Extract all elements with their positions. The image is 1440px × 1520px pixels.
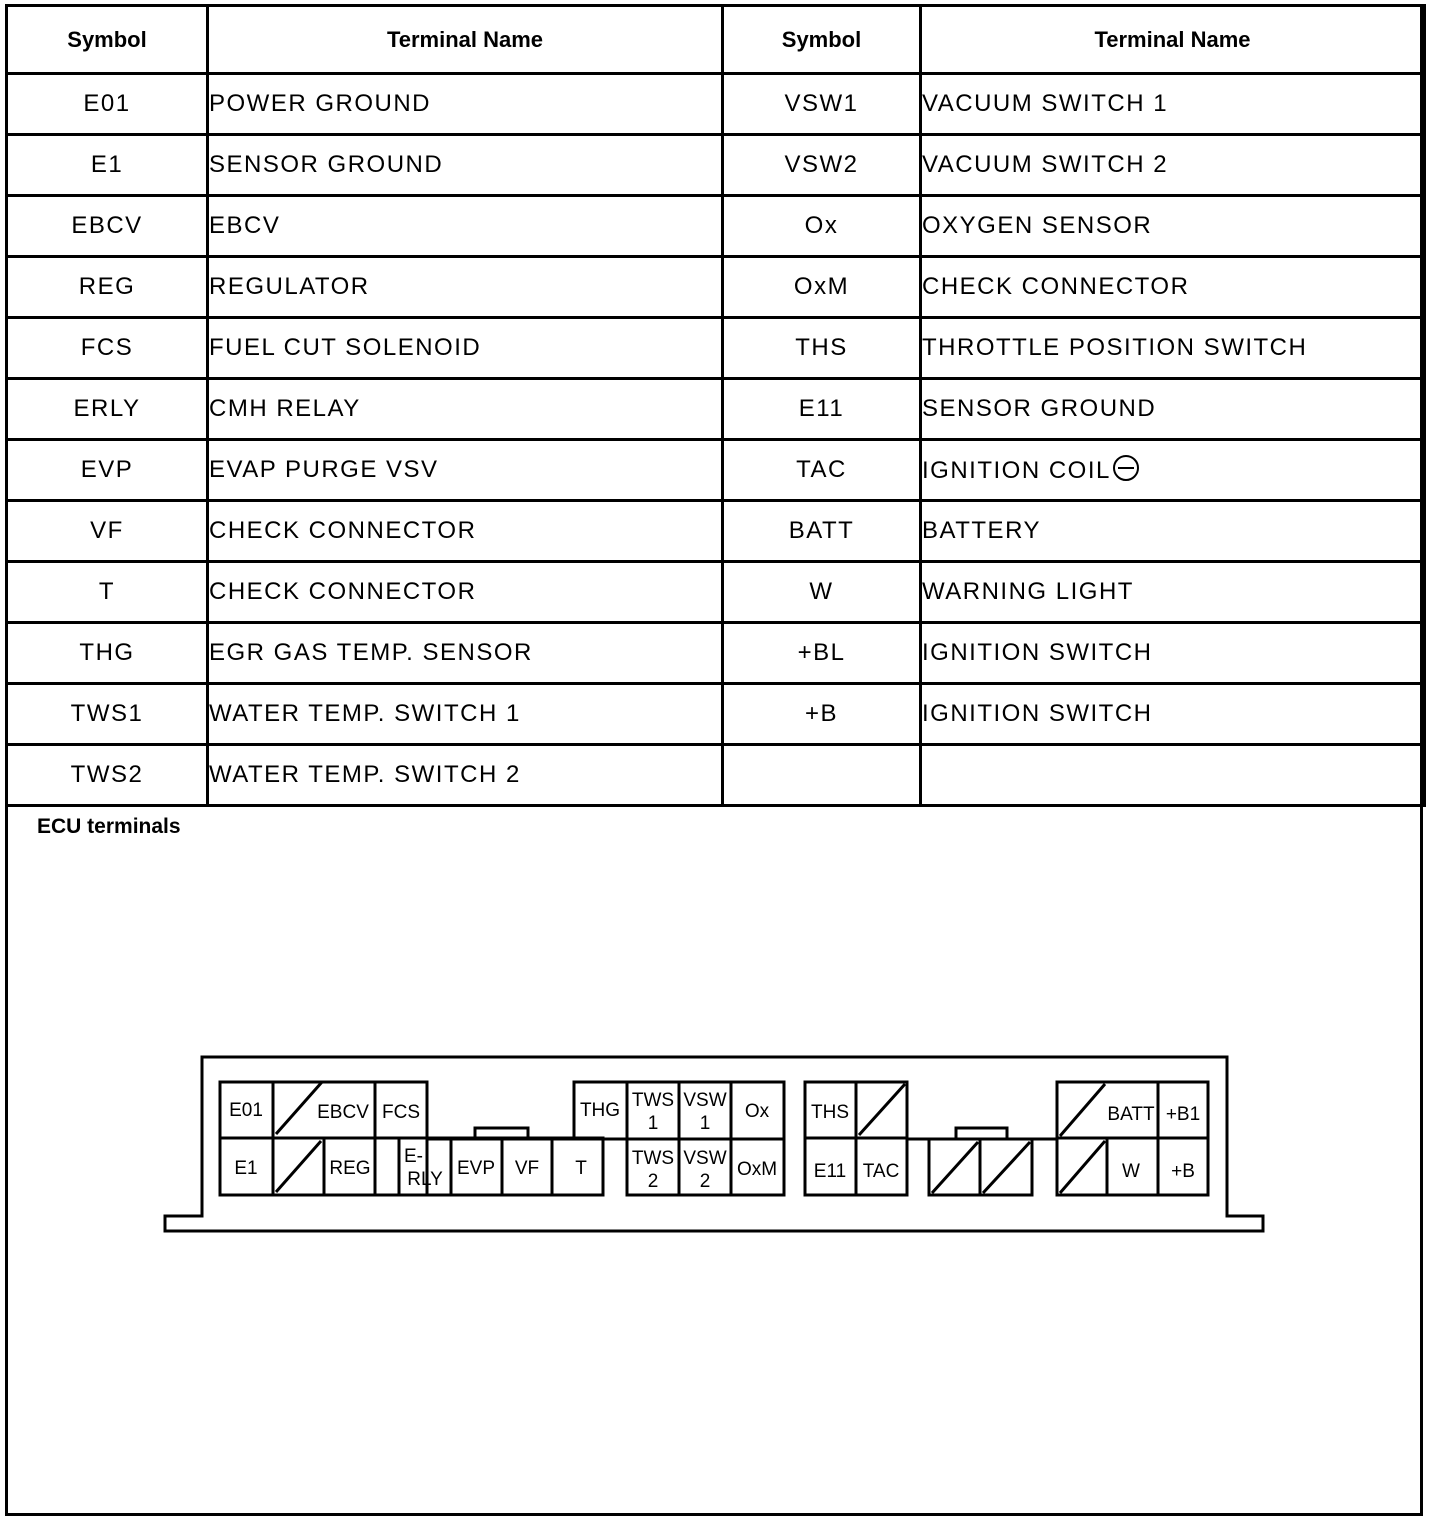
terminal-name-cell-text: CHECK CONNECTOR [209,578,477,605]
pin-reg: REG [329,1158,371,1179]
negative-terminal-icon [1113,455,1139,481]
pin-tws2-line1: TWS [631,1148,675,1169]
symbol-cell [723,745,921,806]
terminal-name-cell-text: CHECK CONNECTOR [922,273,1190,300]
terminal-name-cell [921,501,1425,562]
terminal-name-cell-text: FUEL CUT SOLENOID [209,334,482,361]
pin-ebcv: EBCV [317,1102,369,1123]
terminal-name-cell-text: CMH RELAY [209,395,361,422]
pin-e01: E01 [229,1100,263,1121]
terminal-name-cell [921,74,1425,135]
terminal-table-body [7,74,1425,806]
terminal-name-cell [208,135,723,196]
symbol-cell-text: FCS [80,334,134,361]
terminal-name-cell-text: EGR GAS TEMP. SENSOR [209,639,533,666]
table-row [7,745,1425,806]
table-row [7,684,1425,745]
symbol-cell-text: +BL [797,639,846,666]
table-row [7,135,1425,196]
symbol-cell-text: EBCV [71,212,143,239]
symbol-cell-text: TWS1 [70,700,144,727]
locking-tab-right [956,1128,1007,1139]
terminal-name-cell [208,684,723,745]
table-row [7,318,1425,379]
symbol-cell [7,318,208,379]
pin-tac: TAC [862,1161,900,1182]
ecu-terminals-caption: ECU terminals [37,815,181,838]
symbol-cell [7,501,208,562]
terminal-name-cell [208,562,723,623]
terminal-name-cell [208,501,723,562]
pin-e1: E1 [234,1158,258,1179]
pin-oxm: OxM [736,1159,778,1180]
terminal-name-cell-text: WATER TEMP. SWITCH 1 [209,700,521,727]
terminal-name-cell-text: BATTERY [922,517,1041,544]
ecu-connector-diagram [0,1040,1440,1250]
symbol-cell [7,623,208,684]
terminal-name-cell [208,257,723,318]
symbol-cell [723,318,921,379]
terminal-name-cell-text: SENSOR GROUND [209,151,444,178]
terminal-name-cell [921,318,1425,379]
terminal-name-cell-text: OXYGEN SENSOR [922,212,1153,239]
terminal-name-cell-text: CHECK CONNECTOR [209,517,477,544]
symbol-cell [7,684,208,745]
terminal-name-cell [921,623,1425,684]
symbol-cell [7,562,208,623]
terminal-name-cell-text: SENSOR GROUND [922,395,1157,422]
terminal-table [5,4,1426,807]
terminal-name-cell [921,562,1425,623]
terminal-name-cell-text: IGNITION SWITCH [922,639,1153,666]
symbol-cell-text: OxM [793,273,850,300]
symbol-cell-text: E01 [83,90,131,117]
terminal-name-cell [921,745,1425,806]
symbol-cell-text: TAC [796,456,847,483]
symbol-cell [723,562,921,623]
terminal-name-cell-text: VACUUM SWITCH 1 [922,90,1169,117]
terminal-name-cell [921,135,1425,196]
pin-batt: BATT [1107,1104,1155,1125]
symbol-cell-text: BATT [788,517,855,544]
pin-tws2-line2: 2 [647,1171,659,1192]
table-row [7,501,1425,562]
pin-vsw1-line2: 1 [699,1113,711,1134]
symbol-cell [7,135,208,196]
symbol-cell [723,684,921,745]
terminal-name-cell [208,745,723,806]
symbol-cell [723,440,921,501]
pin-erly-line2: RLY [407,1169,443,1190]
symbol-cell [723,74,921,135]
pin-b1: +B1 [1165,1104,1201,1125]
table-row [7,379,1425,440]
terminal-name-cell [921,257,1425,318]
terminal-name-cell [208,74,723,135]
terminal-name-cell-text: EVAP PURGE VSV [209,456,439,483]
symbol-cell [723,135,921,196]
pin-tws1-line2: 1 [647,1113,659,1134]
pin-tws1-line1: TWS [631,1090,675,1111]
table-row [7,257,1425,318]
symbol-cell-text: REG [78,273,136,300]
terminal-name-cell [208,318,723,379]
pin-t: T [575,1158,587,1179]
table-row [7,562,1425,623]
symbol-cell [7,257,208,318]
terminal-name-cell-text: EBCV [209,212,281,239]
symbol-cell [7,745,208,806]
terminal-name-header: Terminal Name [208,6,723,74]
pin-vsw2-line1: VSW [683,1148,727,1169]
symbol-cell [7,196,208,257]
symbol-cell-text: EVP [80,456,134,483]
symbol-header: Symbol [7,6,208,74]
terminal-name-cell [208,440,723,501]
symbol-cell-text: VSW1 [784,90,859,117]
table-row [7,623,1425,684]
pin-e11: E11 [813,1161,847,1182]
terminal-name-cell-text: IGNITION COIL [922,457,1111,484]
block-e [929,1139,1032,1195]
table-row [7,196,1425,257]
pin-thg: THG [579,1100,621,1121]
symbol-cell-text: +B [804,700,839,727]
terminal-name-cell [208,623,723,684]
symbol-cell [723,623,921,684]
terminal-name-cell [921,684,1425,745]
terminal-name-cell-text: POWER GROUND [209,90,431,117]
symbol-cell-text: THS [795,334,848,361]
symbol-cell [7,379,208,440]
terminal-name-cell [921,196,1425,257]
table-header-row [7,6,1425,74]
symbol-cell [723,379,921,440]
symbol-cell [723,501,921,562]
terminal-name-header: Terminal Name [921,6,1425,74]
terminal-name-cell-text: REGULATOR [209,273,370,300]
symbol-cell-text: Ox [804,212,839,239]
terminal-name-cell-text: THROTTLE POSITION SWITCH [922,334,1308,361]
symbol-cell-text: W [809,578,834,605]
table-row [7,74,1425,135]
symbol-cell-text: VSW2 [784,151,859,178]
symbol-cell-text: E11 [798,395,845,422]
symbol-cell-text: T [98,578,116,605]
pin-vsw1-line1: VSW [683,1090,727,1111]
connector-base [165,1178,1263,1231]
terminal-name-cell-text: WATER TEMP. SWITCH 2 [209,761,521,788]
pin-ox: Ox [744,1101,770,1122]
symbol-cell-text: E1 [90,151,124,178]
terminal-name-cell [921,379,1425,440]
pin-w: W [1122,1161,1140,1182]
symbol-cell-text: VF [90,517,124,544]
terminal-name-cell-text: IGNITION SWITCH [922,700,1153,727]
pin-ths: THS [811,1102,849,1123]
pin-erly-line1: E- [404,1146,423,1167]
pin-b: +B [1171,1161,1195,1182]
symbol-cell [723,257,921,318]
symbol-cell-text: TWS2 [70,761,144,788]
terminal-name-cell-text: WARNING LIGHT [922,578,1134,605]
symbol-header: Symbol [723,6,921,74]
terminal-name-cell [921,440,1425,501]
pin-fcs: FCS [382,1102,420,1123]
table-row [7,440,1425,501]
pin-vsw2-line2: 2 [699,1171,711,1192]
symbol-cell [7,440,208,501]
symbol-cell-text: ERLY [73,395,141,422]
terminal-name-cell [208,379,723,440]
symbol-cell [723,196,921,257]
symbol-cell [7,74,208,135]
symbol-cell-text: THG [79,639,135,666]
terminal-name-cell [208,196,723,257]
pin-evp: EVP [456,1158,496,1179]
pin-vf: VF [514,1158,540,1179]
terminal-name-cell-text: VACUUM SWITCH 2 [922,151,1169,178]
